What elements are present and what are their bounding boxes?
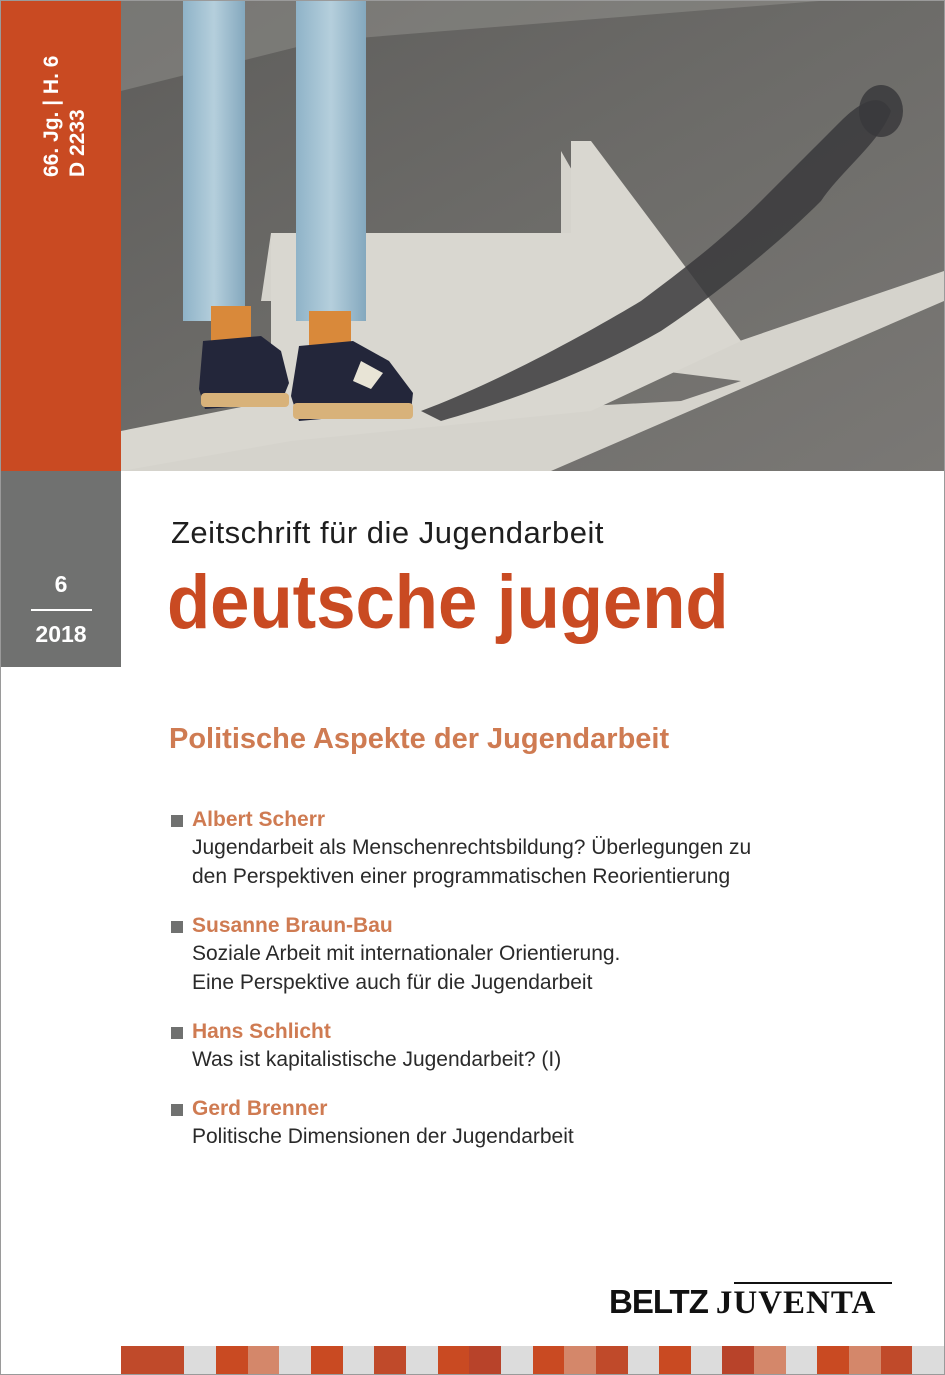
article-item — [171, 1096, 891, 1151]
catalog-number: D 2233 — [66, 109, 89, 177]
strip-segment — [216, 1346, 248, 1374]
strip-segment — [564, 1346, 596, 1374]
strip-segment — [501, 1346, 533, 1374]
volume-info — [39, 56, 91, 177]
strip-segment — [406, 1346, 438, 1374]
strip-segment — [153, 1346, 185, 1374]
journal-title: deutsche jugend — [167, 560, 729, 645]
article-title: den Perspektiven einer programmatischen Reorientierung — [192, 865, 731, 888]
strip-segment — [596, 1346, 628, 1374]
strip-segment — [628, 1346, 660, 1374]
article-item — [171, 913, 891, 997]
article-title: Soziale Arbeit mit internationaler Orientierung. — [192, 942, 621, 965]
strip-segment — [438, 1346, 470, 1374]
article-author: Albert Scherr — [192, 808, 326, 831]
strip-segment — [533, 1346, 565, 1374]
street-photo-icon — [121, 1, 944, 471]
journal-subtitle: Zeitschrift für die Jugendarbeit — [171, 515, 604, 550]
strip-segment — [343, 1346, 375, 1374]
strip-segment — [248, 1346, 280, 1374]
color-strip — [121, 1346, 944, 1374]
strip-segment — [817, 1346, 849, 1374]
publisher-name-beltz: BELTZ — [609, 1283, 708, 1320]
strip-segment — [754, 1346, 786, 1374]
article-author: Hans Schlicht — [192, 1020, 331, 1043]
issue-year: 2018 — [35, 621, 87, 647]
article-title: Was ist kapitalistische Jugendarbeit? (I) — [192, 1048, 562, 1071]
strip-segment — [374, 1346, 406, 1374]
article-author: Gerd Brenner — [192, 1097, 328, 1120]
strip-segment — [912, 1346, 944, 1374]
strip-segment — [881, 1346, 913, 1374]
article-title: Jugendarbeit als Menschenrechtsbildung? Überlegungen zu — [192, 836, 752, 859]
issue-number: 6 — [54, 571, 68, 597]
article-title: Politische Dimensionen der Jugendarbeit — [192, 1125, 574, 1148]
issue-divider — [31, 609, 92, 611]
bullet-square-icon — [171, 1027, 183, 1039]
cover-photo — [121, 1, 944, 471]
article-item — [171, 807, 891, 891]
issue-theme: Politische Aspekte der Jugendarbeit — [169, 723, 670, 755]
publisher-name-juventa: JUVENTA — [715, 1285, 877, 1321]
strip-segment — [849, 1346, 881, 1374]
strip-segment — [722, 1346, 754, 1374]
strip-segment — [469, 1346, 501, 1374]
strip-segment — [279, 1346, 311, 1374]
strip-segment — [311, 1346, 343, 1374]
bullet-square-icon — [171, 815, 183, 827]
volume-line: 66. Jg. | H. 6 — [40, 55, 63, 177]
article-item — [171, 1019, 891, 1074]
article-list — [171, 807, 891, 1173]
bullet-square-icon — [171, 1104, 183, 1116]
strip-segment — [121, 1346, 153, 1374]
strip-segment — [659, 1346, 691, 1374]
article-title: Eine Perspektive auch für die Jugendarbeit — [192, 971, 593, 994]
article-author: Susanne Braun-Bau — [192, 914, 393, 937]
side-band-orange — [1, 1, 121, 471]
publisher-logo — [609, 1283, 876, 1323]
bullet-square-icon — [171, 921, 183, 933]
strip-segment — [691, 1346, 723, 1374]
strip-segment — [786, 1346, 818, 1374]
strip-segment — [184, 1346, 216, 1374]
